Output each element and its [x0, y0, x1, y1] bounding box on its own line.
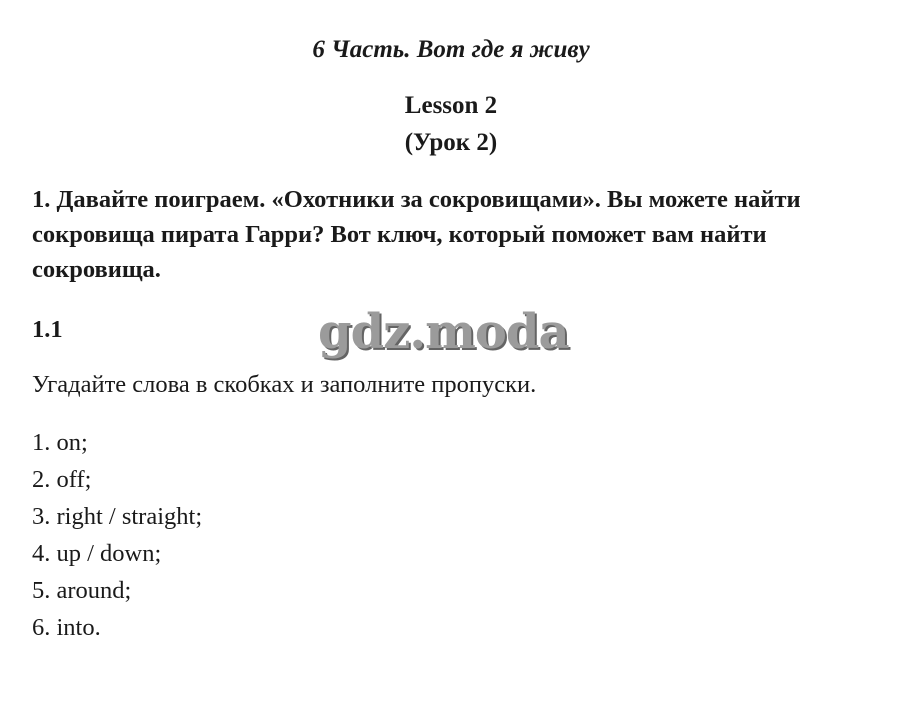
- answer-item: 5. around;: [32, 577, 132, 604]
- lesson-subtitle: (Урок 2): [404, 129, 498, 156]
- answer-list: [32, 424, 202, 646]
- answer-item: 3. right / straight;: [32, 503, 203, 530]
- answer-item: 2. off;: [32, 466, 92, 493]
- part-title: 6 Часть. Вот где я живу: [312, 36, 590, 63]
- section-number: 1.1: [32, 316, 63, 343]
- answer-item: 4. up / down;: [32, 540, 162, 567]
- watermark-logo: gdz.moda: [318, 304, 569, 360]
- instruction-text: Угадайте слова в скобках и заполните пропуски.: [32, 371, 537, 398]
- answer-item: 1. on;: [32, 429, 88, 456]
- task-description: 1. Давайте поиграем. «Охотники за сокровищами». Вы можете найти сокровища пирата Гарри? Вот ключ, который поможет вам найти сокровища.: [32, 186, 801, 283]
- answer-item: 6. into.: [32, 614, 101, 641]
- lesson-title: Lesson 2: [404, 92, 498, 119]
